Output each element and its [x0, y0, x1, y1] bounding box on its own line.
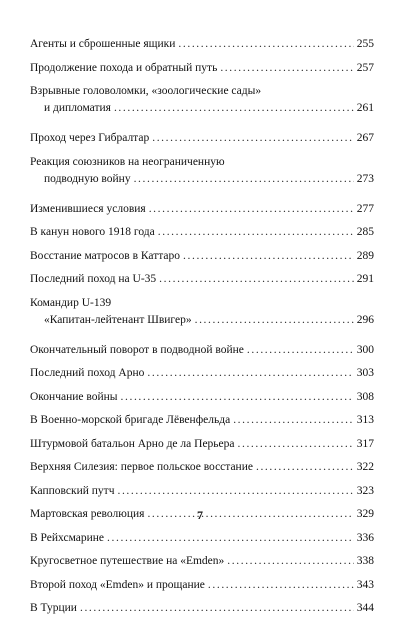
dot-leader: [107, 530, 354, 547]
toc-entry: [30, 60, 374, 84]
toc-entry-page: 308: [356, 390, 374, 403]
toc-entry: [30, 553, 374, 577]
toc-entry: [30, 389, 374, 413]
dot-leader: [121, 389, 354, 406]
dot-leader: [233, 412, 354, 429]
toc-entry-title: Кругосветное путешествие на «Emden»: [30, 555, 225, 567]
toc-entry-title: Проход через Гибралтар: [30, 132, 150, 144]
dot-leader: [117, 483, 353, 500]
toc-entry: [30, 154, 374, 201]
toc-entry-page: 296: [356, 313, 374, 326]
toc-entry-title: Восстание матросов в Каттаро: [30, 249, 181, 262]
dot-leader: [158, 224, 354, 241]
toc-entry-title: В Рейхсмарине: [30, 531, 105, 544]
toc-entry: [30, 295, 374, 342]
toc-entry: [30, 459, 374, 483]
toc-entry: [30, 271, 374, 295]
toc-entry-title: Мартовская революция: [30, 508, 145, 520]
toc-entry: [30, 201, 374, 225]
toc-entry-title-continued: подводную войну: [44, 172, 131, 185]
dot-leader: [159, 271, 354, 288]
toc-entry-title: Второй поход «Emden» и прощание: [30, 578, 205, 591]
toc-entry: [30, 365, 374, 389]
toc-entry: [30, 130, 374, 154]
toc-entry-page: 257: [356, 61, 374, 74]
toc-entry: [30, 224, 374, 248]
toc-entry-page: 313: [356, 414, 374, 426]
toc-entry-page: 323: [356, 484, 374, 497]
toc-entry-page: 289: [356, 249, 374, 262]
toc-entry-page: 329: [356, 508, 374, 520]
toc-entry-page: 255: [356, 38, 374, 50]
toc-entry: [30, 483, 374, 507]
toc-entry-title: Продолжение похода и обратный путь: [30, 61, 218, 74]
toc-entry-title: Реакция союзников на неограниченную: [30, 155, 225, 168]
toc-entry-page: 322: [356, 461, 374, 473]
dot-leader: [80, 600, 354, 617]
toc-entry-title: Капповский путч: [30, 484, 115, 497]
toc-entry-title-continued: и дипломатия: [44, 102, 111, 114]
page-number: 7: [197, 508, 203, 522]
toc-entry-title: В Турции: [30, 602, 77, 614]
toc-entry: [30, 412, 374, 436]
toc-entry-page: 344: [356, 602, 374, 614]
toc-entry-title: В Военно-морской бригаде Лёвенфельда: [30, 414, 231, 426]
toc-entry: [30, 248, 374, 272]
table-of-contents: [30, 36, 374, 624]
dot-leader: [134, 171, 354, 188]
toc-entry-title: Последний поход на U-35: [30, 273, 157, 285]
toc-entry: [30, 436, 374, 460]
toc-entry-page: 261: [356, 102, 374, 114]
dot-leader: [208, 577, 354, 594]
toc-entry-title: В канун нового 1918 года: [30, 226, 155, 238]
dot-leader: [114, 100, 354, 117]
dot-leader: [152, 130, 354, 147]
toc-entry-page: 285: [356, 226, 374, 238]
toc-entry: [30, 342, 374, 366]
dot-leader: [247, 342, 354, 359]
toc-entry-page: 303: [356, 367, 374, 379]
toc-entry-title-continued: «Капитан-лейтенант Швигер»: [44, 313, 192, 326]
dot-leader: [256, 459, 354, 476]
toc-entry-title: Изменившиеся условия: [30, 202, 146, 215]
dot-leader: [238, 436, 354, 453]
toc-entry-page: 291: [356, 273, 374, 285]
dot-leader: [183, 248, 354, 265]
toc-entry-title: Командир U-139: [30, 296, 112, 309]
toc-entry-title: Окончательный поворот в подводной войне: [30, 343, 244, 356]
toc-entry: [30, 530, 374, 554]
toc-entry-page: 343: [356, 578, 374, 591]
toc-entry-page: 336: [356, 531, 374, 544]
dot-leader: [149, 201, 354, 218]
toc-entry-title: Последний поход Арно: [30, 367, 145, 379]
toc-entry-title: Агенты и сброшенные ящики: [30, 38, 176, 50]
dot-leader: [178, 36, 353, 53]
toc-entry-page: 300: [356, 343, 374, 356]
toc-entry: [30, 36, 374, 60]
dot-leader: [220, 60, 353, 77]
dot-leader: [147, 365, 353, 382]
toc-entry-page: 273: [356, 172, 374, 185]
toc-entry: [30, 83, 374, 130]
dot-leader: [195, 312, 354, 329]
toc-entry-page: 267: [356, 132, 374, 144]
toc-entry-title: Взрывные головоломки, «зоологические сады»: [30, 85, 262, 97]
toc-entry: [30, 600, 374, 624]
toc-entry-page: 338: [356, 555, 374, 567]
toc-entry-page: 317: [356, 437, 374, 450]
toc-entry-title: Штурмовой батальон Арно де ла Перьера: [30, 437, 235, 450]
toc-entry: [30, 577, 374, 601]
toc-entry-page: 277: [356, 202, 374, 215]
toc-entry-title: Окончание войны: [30, 390, 118, 403]
toc-entry-title: Верхняя Силезия: первое польское восстание: [30, 461, 253, 473]
